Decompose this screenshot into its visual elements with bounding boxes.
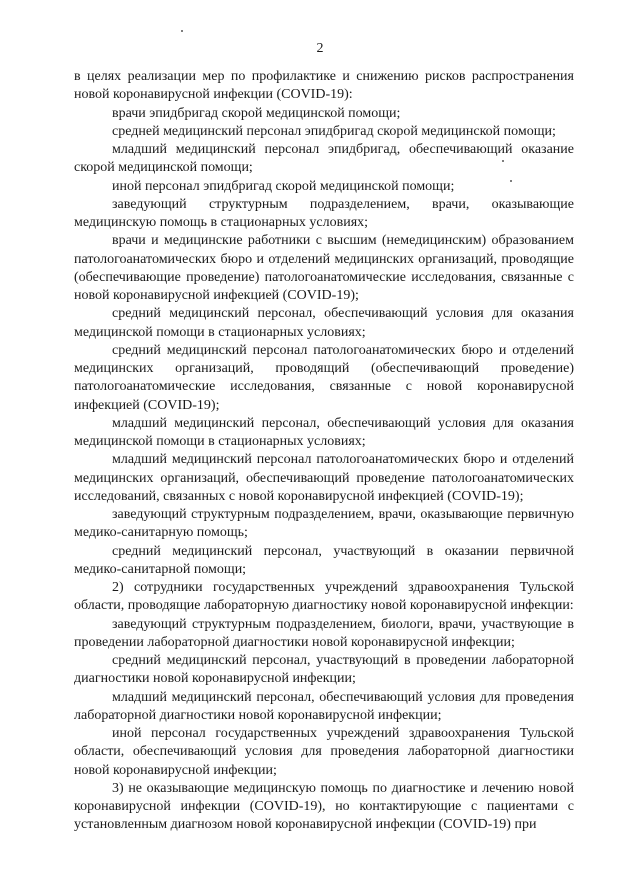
paragraph: иной персонал государственных учреждений здравоохранения Тульской области, обеспечивающий условия для проведения лабораторной диагностики новой коронавирусной инфекции; [74,726,574,778]
scan-speck [181,30,183,32]
paragraph: младший медицинский персонал, обеспечивающий условия для проведения лабораторной диагностики новой коронавирусной инфекции; [74,689,574,723]
paragraph: заведующий структурным подразделением, биологи, врачи, участвующие в проведении лабораторной диагностики новой коронавирусной инфекции; [74,616,574,650]
document-body [74,68,574,835]
paragraph: заведующий структурным подразделением, врачи, оказывающие первичную медико-санитарную помощь; [74,507,574,541]
paragraph: врачи эпидбригад скорой медицинской помощи; [112,105,401,121]
paragraph: средний медицинский персонал патологоанатомических бюро и отделений медицинских организаций, проводящий (обеспечивающий проведение) патологоанатомические исследования, связанные с новой коронавирусной инфекцией (COVID-19); [74,342,574,413]
paragraph: в целях реализации мер по профилактике и снижению рисков распространения новой коронавирусной инфекции (COVID-19): [74,69,574,103]
paragraph: средний медицинский персонал, обеспечивающий условия для оказания медицинской помощи в стационарных условиях; [74,306,574,340]
paragraph: средней медицинский персонал эпидбригад скорой медицинской помощи; [112,123,556,139]
page-number: 2 [316,41,324,56]
paragraph: врачи и медицинские работники с высшим (немедицинским) образованием патологоанатомических бюро и отделений медицинских организаций, проводящие (обеспечивающие проведение) патологоанатомические исследования, связанные с новой коронавирусной инфекцией (COVID-19); [74,233,574,303]
paragraph: иной персонал эпидбригад скорой медицинской помощи; [112,178,455,194]
paragraph: младший медицинский персонал эпидбригад, обеспечивающий оказание скорой медицинской помощи; [74,142,574,176]
paragraph: заведующий структурным подразделением, врачи, оказывающие медицинскую помощь в стационарных условиях; [74,196,574,230]
paragraph: средний медицинский персонал, участвующий в оказании первичной медико-санитарной помощи; [74,543,574,577]
paragraph: 3) не оказывающие медицинскую помощь по диагностике и лечению новой коронавирусной инфекции (COVID-19), но контактирующие с пациентами с установленным диагнозом новой коронавирусной инфекции (COVID-19) при [74,780,574,833]
paragraph: младший медицинский персонал патологоанатомических бюро и отделений медицинских организаций, обеспечивающий проведение патологоанатомических исследований, связанных с новой коронавирусной инфекцией (COVID-19); [74,452,574,504]
paragraph: средний медицинский персонал, участвующий в проведении лабораторной диагностики новой коронавирусной инфекции; [74,653,574,687]
paragraph: младший медицинский персонал, обеспечивающий условия для оказания медицинской помощи в стационарных условиях; [74,415,574,449]
paragraph: 2) сотрудники государственных учреждений здравоохранения Тульской области, проводящие лабораторную диагностику новой коронавирусной инфекции: [74,580,574,614]
